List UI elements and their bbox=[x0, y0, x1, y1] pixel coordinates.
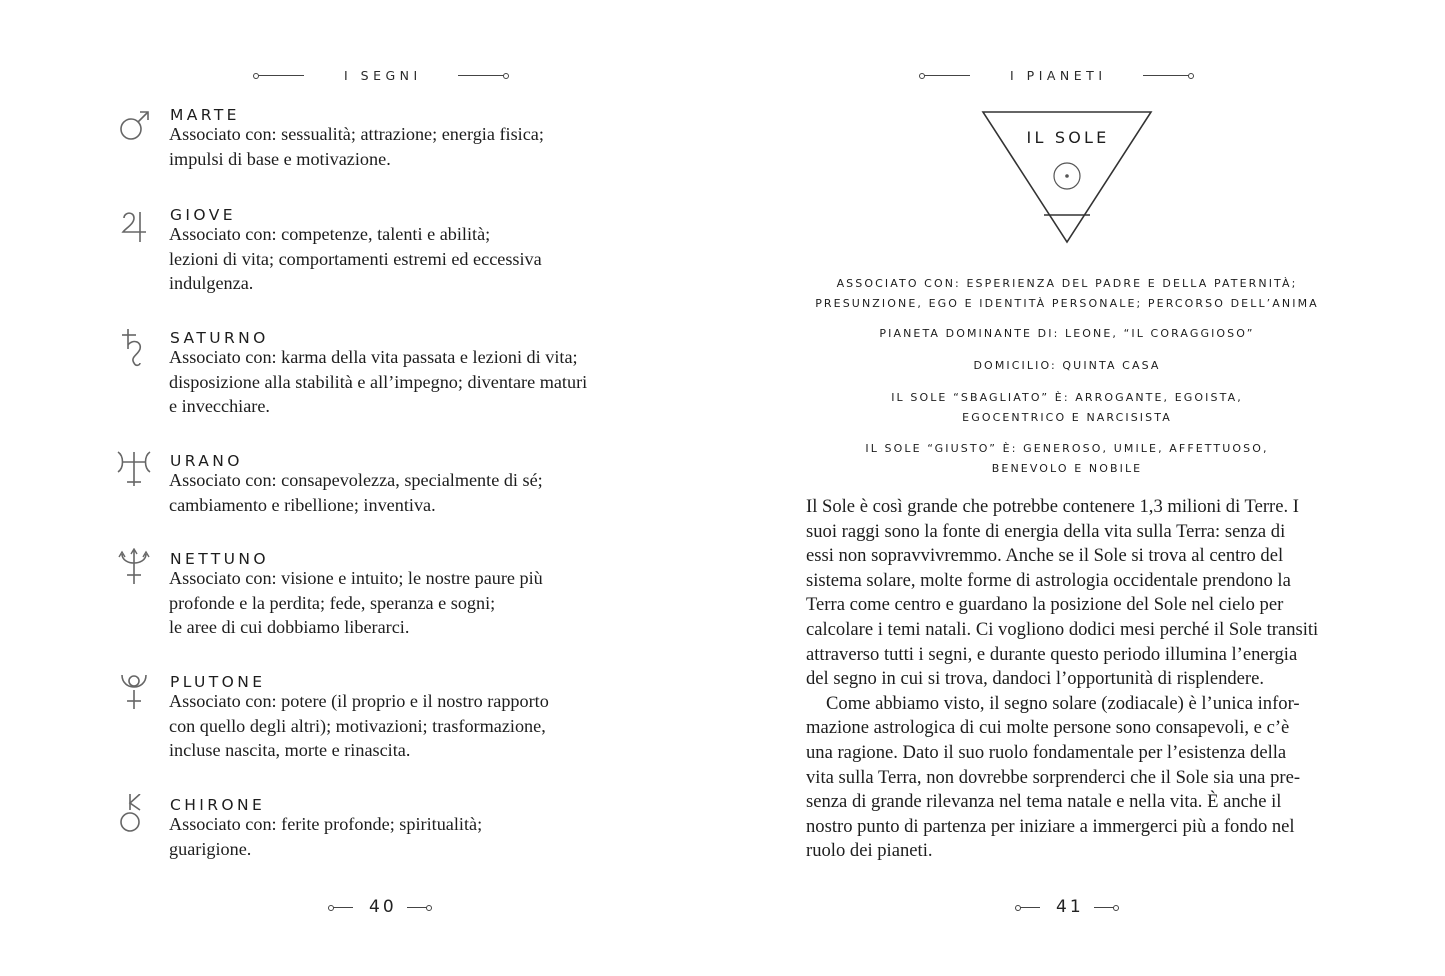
planet-name: CHIRONE bbox=[170, 796, 266, 814]
planet-description: Associato con: ferite profonde; spiritualità; guarigione. bbox=[169, 814, 483, 859]
attribute-associated: ASSOCIATO CON: ESPERIENZA DEL PADRE E DELLA PATERNITÀ; PRESUNZIONE, EGO E IDENTITÀ PERSONALE; PERCORSO DELL’ANIMA bbox=[815, 277, 1319, 310]
planet-name: MARTE bbox=[170, 106, 240, 124]
page-number-left bbox=[333, 897, 427, 917]
planet-name: GIOVE bbox=[170, 206, 236, 224]
planet-description: Associato con: competenze, talenti e abilità; lezioni di vita; comportamenti estremi ed eccessiva indulgenza. bbox=[169, 224, 542, 294]
attribute-right-sun: IL SOLE “GIUSTO” È: GENEROSO, UMILE, AFFETTUOSO, BENEVOLO E NOBILE bbox=[865, 442, 1269, 475]
body-text: Il Sole è così grande che potrebbe contenere 1,3 milioni di Terre. I suoi raggi sono la fonte di energia della vita sulla Terra: senza di essi non sopravvivremmo. Anche se il Sole si trova al centro del sistema solare, molte forme di astrologia occidentale prendono la Terra come centro e guardano la posizione del Sole nel cielo per calcolare i temi natali. Ci vogliono dodici mesi perché il Sole transiti attraverso tutti i segni, e durante questo periodo illumina l’energia del segno in cui si trova, dandoci l’opportunità di risplendere. Come abbiamo visto, il segno solare (zodiacale) è l’unica infor- mazione astrologica di cui molte persone sono consapevoli, e c’è una ragione. Dato il suo ruolo fondamentale per l’esistenza della vita sulla Terra, non dovrebbe sorprenderci che il Sole sia una pre- senza di grande rilevanza nel tema natale e nella vita. È anche il nostro punto di partenza per iniziare a immergerci più a fondo nel ruolo dei pianeti. bbox=[806, 496, 1319, 862]
page-number-right bbox=[1020, 897, 1114, 917]
planet-description: Associato con: consapevolezza, specialmente di sé; cambiamento e ribellione; inventiva. bbox=[169, 470, 543, 515]
planet-description: Associato con: visione e intuito; le nostre paure più profonde e la perdita; fede, speranza e sogni; le aree di cui dobbiamo liberarci. bbox=[169, 568, 543, 638]
running-head-right bbox=[924, 68, 1189, 83]
left-page bbox=[0, 0, 722, 976]
pluto-symbol-icon bbox=[112, 671, 156, 715]
planet-name: SATURNO bbox=[170, 329, 269, 347]
right-page bbox=[722, 0, 1445, 976]
planet-name: PLUTONE bbox=[170, 673, 266, 691]
saturn-symbol-icon bbox=[112, 327, 156, 371]
jupiter-symbol-icon bbox=[112, 204, 156, 248]
planet-name: URANO bbox=[170, 452, 243, 470]
planet-description: Associato con: potere (il proprio e il nostro rapporto con quello degli altri); motivazioni; trasformazione, incluse nascita, morte e rinascita. bbox=[169, 691, 549, 761]
running-head-label: I PIANETI bbox=[1010, 68, 1107, 83]
neptune-symbol-icon bbox=[112, 548, 156, 592]
chiron-symbol-icon bbox=[112, 794, 156, 838]
attribute-wrong-sun: IL SOLE “SBAGLIATO” È: ARROGANTE, EGOISTA, EGOCENTRICO E NARCISISTA bbox=[891, 391, 1243, 424]
running-head-left bbox=[258, 68, 504, 83]
page-number: 40 bbox=[369, 897, 397, 917]
planet-description: Associato con: karma della vita passata e lezioni di vita; disposizione alla stabilità e all’impegno; diventare maturi e invecchiare. bbox=[169, 347, 588, 417]
uranus-symbol-icon bbox=[112, 450, 156, 494]
attribute-house: DOMICILIO: QUINTA CASA bbox=[973, 359, 1161, 372]
planet-description: Associato con: sessualità; attrazione; energia fisica; impulsi di base e motivazione. bbox=[169, 124, 544, 169]
sun-symbol-icon bbox=[1054, 163, 1080, 189]
attribute-ruling-sign: PIANETA DOMINANTE DI: LEONE, “IL CORAGGIOSO” bbox=[879, 327, 1255, 340]
mars-symbol-icon bbox=[112, 104, 156, 148]
section-title: IL SOLE bbox=[1026, 128, 1110, 147]
planet-name: NETTUNO bbox=[170, 550, 269, 568]
page-number: 41 bbox=[1056, 897, 1084, 917]
running-head-label: I SEGNI bbox=[344, 68, 422, 83]
